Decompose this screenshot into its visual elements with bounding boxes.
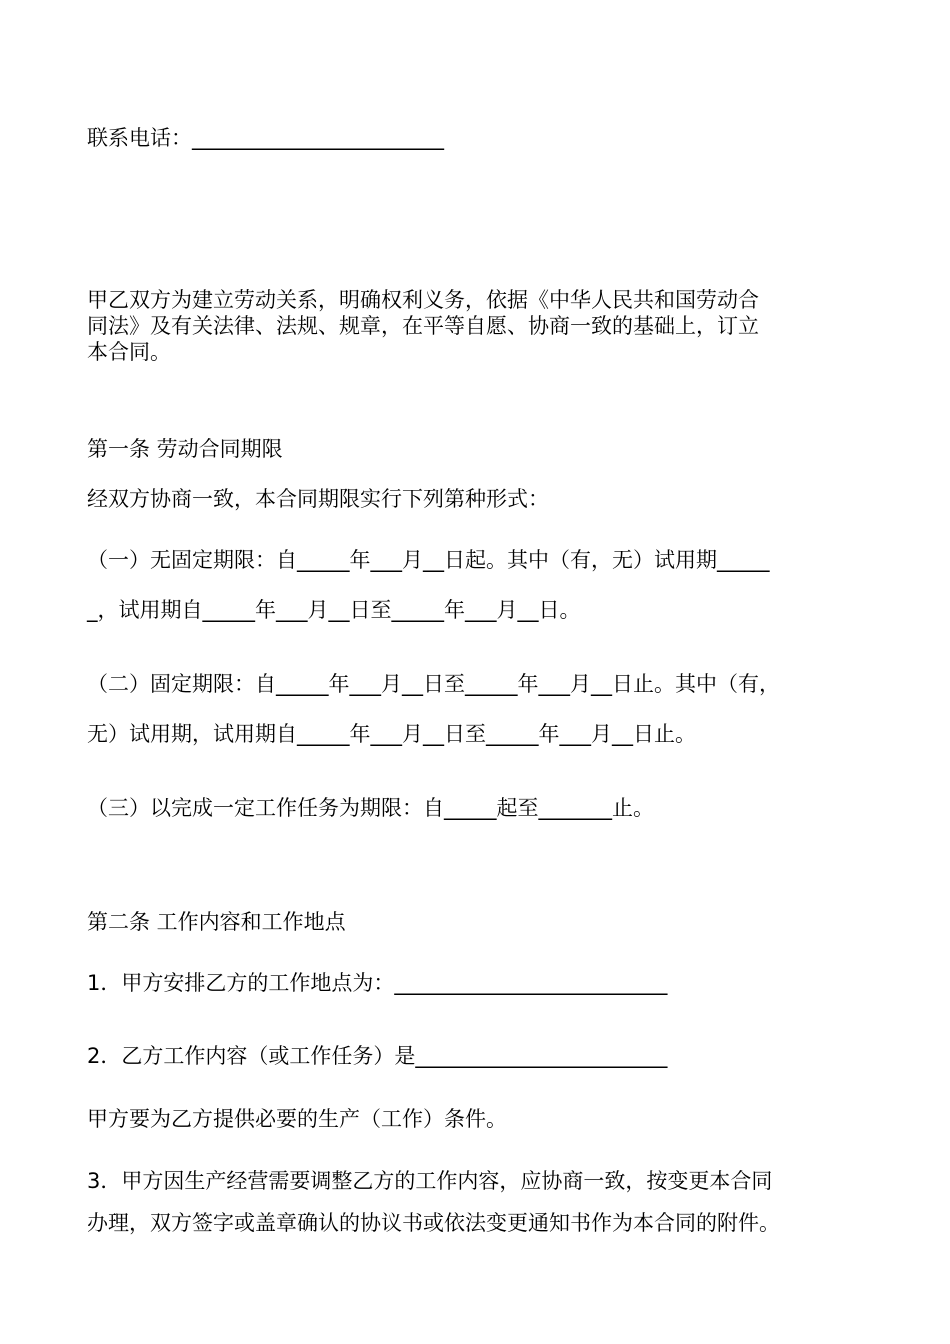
article-2-paragraph-2: 2．乙方工作内容（或工作任务）是________________________ (87, 1044, 668, 1068)
article-2-paragraph-4-line-1: 3．甲方因生产经营需要调整乙方的工作内容，应协商一致，按变更本合同 (87, 1169, 773, 1193)
article-2-paragraph-3: 甲方要为乙方提供必要的生产（工作）条件。 (87, 1107, 507, 1131)
preamble-line-1: 甲乙双方为建立劳动关系，明确权利义务，依据《中华人民共和国劳动合 (87, 288, 759, 312)
article-2-title: 第二条 工作内容和工作地点 (87, 910, 346, 934)
contact-phone-line: 联系电话：________________________ (87, 126, 444, 150)
article-1-item-2-line-2: 无）试用期，试用期自_____年___月__日至_____年___月__日止。 (87, 722, 696, 746)
article-1-item-1-line-1: （一）无固定期限：自_____年___月__日起。其中（有，无）试用期_____ (87, 548, 770, 572)
preamble-line-3: 本合同。 (87, 340, 171, 364)
article-1-intro: 经双方协商一致，本合同期限实行下列第种形式： (87, 487, 549, 511)
article-2-paragraph-4-line-2: 办理，双方签字或盖章确认的协议书或依法变更通知书作为本合同的附件。 (87, 1211, 780, 1235)
article-2-paragraph-1: 1．甲方安排乙方的工作地点为：__________________________ (87, 971, 668, 995)
article-1-item-2-line-1: （二）固定期限：自_____年___月__日至_____年___月__日止。其中（有， (87, 672, 780, 696)
preamble-line-2: 同法》及有关法律、法规、规章，在平等自愿、协商一致的基础上，订立 (87, 314, 759, 338)
article-1-item-3: （三）以完成一定工作任务为期限：自_____起至_______止。 (87, 796, 654, 820)
article-1-item-1-line-2: _，试用期自_____年___月__日至_____年___月__日。 (87, 598, 581, 622)
article-1-title: 第一条 劳动合同期限 (87, 437, 283, 461)
